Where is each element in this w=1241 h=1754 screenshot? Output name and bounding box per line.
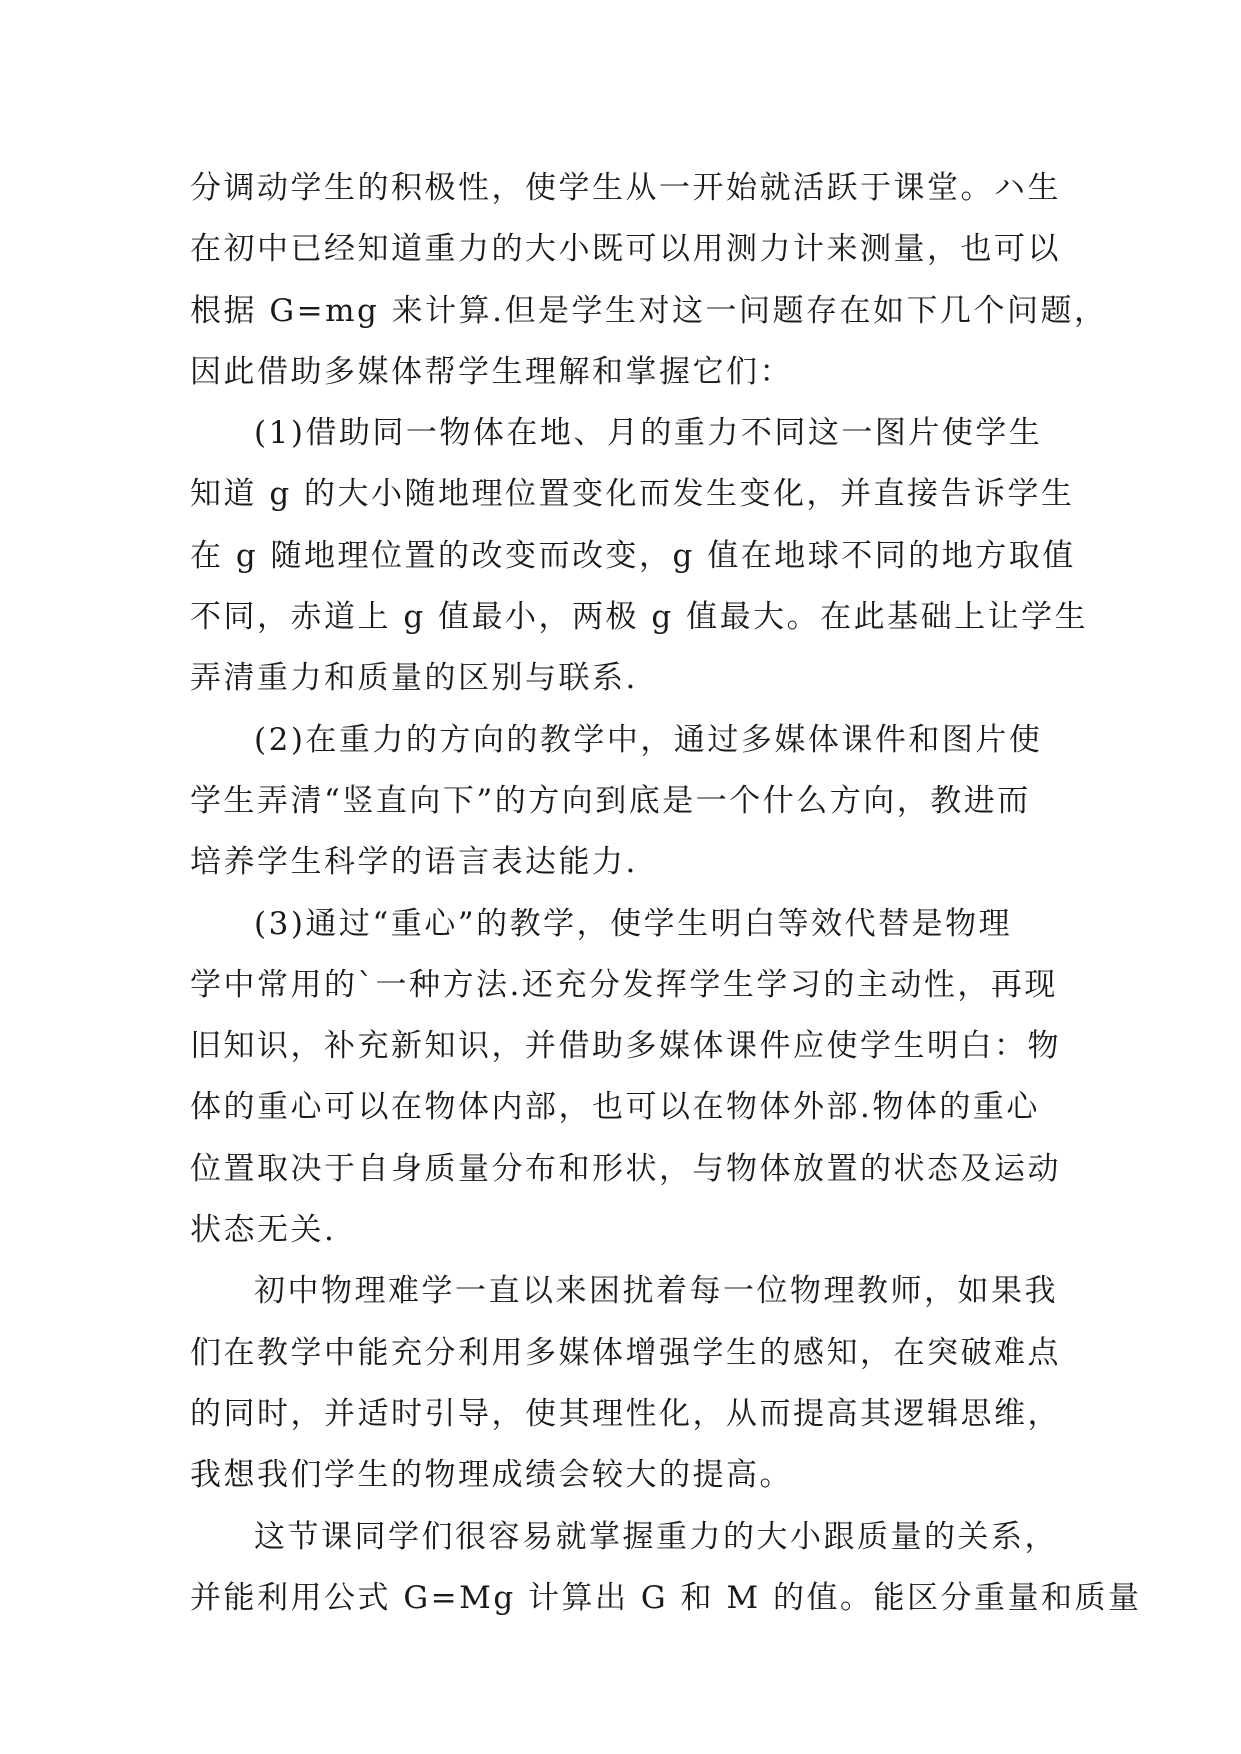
text-line: 位置取决于自身质量分布和形状，与物体放置的状态及运动: [190, 1150, 1061, 1187]
text-line: 学生弄清“竖直向下”的方向到底是一个什么方向，教进而: [190, 782, 1031, 819]
text-line: 旧知识，补充新知识，并借助多媒体课件应使学生明白：物: [190, 1028, 1061, 1065]
text-line: 在初中已经知道重力的大小既可以用测力计来测量，也可以: [190, 231, 1061, 268]
text-line: 在 g 随地理位置的改变而改变，g 值在地球不同的地方取值: [190, 537, 1076, 574]
text-line: 分调动学生的积极性，使学生从一开始就活跃于课堂。ハ生: [190, 170, 1061, 206]
text-line: 这节课同学们很容易就掌握重力的大小跟质量的关系，: [254, 1518, 1058, 1555]
text-line: (2)在重力的方向的教学中，通过多媒体课件和图片使: [254, 721, 1043, 758]
text-line: (1)借助同一物体在地、月的重力不同这一图片使学生: [254, 415, 1043, 452]
paragraph-point-1: [190, 403, 1089, 709]
text-line: (3)通过“重心”的教学，使学生明白等效代替是物理: [254, 905, 1013, 942]
text-line: 体的重心可以在物体内部，也可以在物体外部.物体的重心: [190, 1089, 1040, 1126]
text-line: 弄清重力和质量的区别与联系.: [190, 660, 638, 697]
text-line: 们在教学中能充分利用多媒体增强学生的感知，在突破难点: [190, 1334, 1061, 1371]
paragraph-reflection: [190, 1261, 1070, 1506]
text-line: 因此借助多媒体帮学生理解和掌握它们：: [190, 353, 793, 390]
text-line: 并能利用公式 G=Mg 计算出 G 和 M 的值。能区分重量和质量: [190, 1579, 1142, 1616]
text-line: 状态无关.: [190, 1212, 337, 1249]
text-line: 学中常用的`一种方法.还充分发挥学生学习的主动性，再现: [190, 966, 1058, 1003]
document-body: [190, 158, 1142, 1629]
paragraph-point-2: [190, 710, 1070, 894]
text-line: 不同，赤道上 g 值最小，两极 g 值最大。在此基础上让学生: [190, 599, 1089, 636]
text-line: 培养学生科学的语言表达能力.: [190, 844, 638, 881]
text-line: 根据 G=mg 来计算.但是学生对这一问题存在如下几个问题，: [190, 292, 1108, 329]
text-line: 知道 g 的大小随地理位置变化而发生变化，并直接告诉学生: [190, 476, 1075, 513]
text-line: 初中物理难学一直以来困扰着每一位物理教师，如果我: [254, 1273, 1058, 1310]
paragraph-point-3: [190, 894, 1070, 1262]
text-line: 的同时，并适时引导，使其理性化，从而提高其逻辑思维，: [190, 1395, 1061, 1432]
paragraph-summary: [190, 1507, 1142, 1630]
text-line: 我想我们学生的物理成绩会较大的提高。: [190, 1457, 793, 1494]
paragraph-continuation: [190, 158, 1108, 403]
